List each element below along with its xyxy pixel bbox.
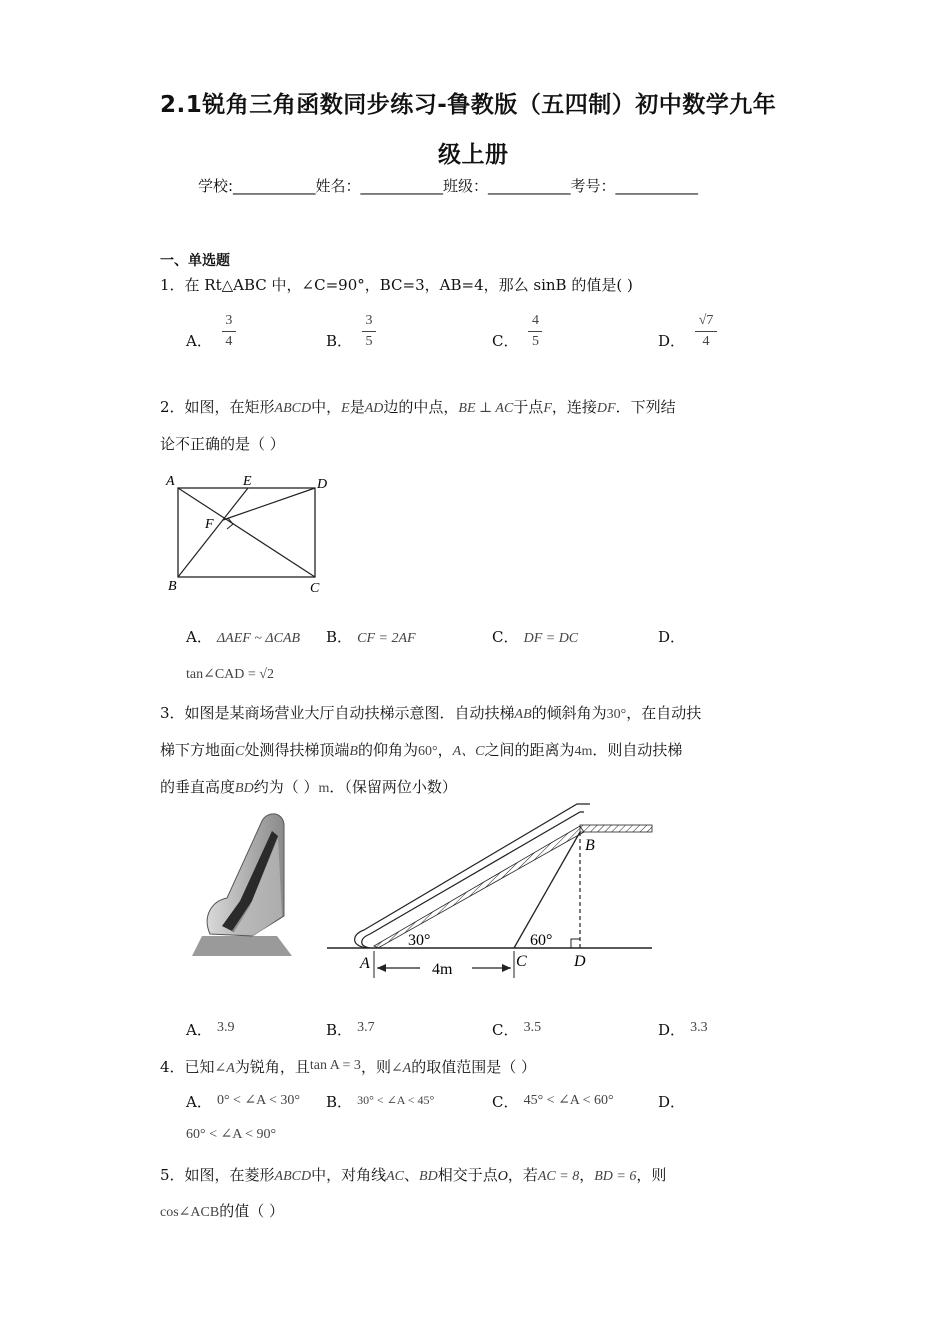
q3-stem-line2: 梯下方地面C处测得扶梯顶端B的仰角为60°，A、C之间的距离为4m．则自动扶梯 xyxy=(160,741,683,759)
q2-option-b[interactable]: B． CF = 2AF xyxy=(326,628,416,646)
option-label: B． xyxy=(326,332,353,350)
q3-option-a[interactable]: A． 3.9 xyxy=(186,1020,235,1039)
fraction: $\frac{√7}{4}$ xyxy=(695,313,717,350)
q3-option-b[interactable]: B． 3.7 xyxy=(326,1020,375,1039)
point-label-a: A xyxy=(360,955,370,972)
q4-option-b[interactable]: B． 30° < ∠A < 45° xyxy=(326,1093,435,1111)
section-heading: 一、单选题 xyxy=(160,253,230,269)
escalator-photo xyxy=(192,806,292,956)
point-label-d: D xyxy=(317,477,328,492)
point-label-b: B xyxy=(168,579,177,594)
page-title-line2: 级上册 xyxy=(438,142,509,168)
angle-60-label: 60° xyxy=(530,932,553,949)
q1-option-c[interactable] xyxy=(492,312,542,351)
q4-option-a[interactable]: A． 0° < ∠A < 30° xyxy=(186,1093,300,1111)
point-label-b: B xyxy=(585,837,595,854)
q3-escalator-figure xyxy=(322,796,662,981)
point-label-f: F xyxy=(205,517,214,532)
q4-option-d-label[interactable]: D． xyxy=(658,1093,686,1111)
point-label-c: C xyxy=(310,581,320,596)
fraction: $\frac{4}{5}$ xyxy=(528,313,542,350)
page-title-line1: 2.1锐角三角函数同步练习-鲁教版（五四制）初中数学九年 xyxy=(160,92,777,118)
q3-option-d[interactable]: D． 3.3 xyxy=(658,1020,708,1039)
q5-stem-line1: 5．如图，在菱形ABCD中，对角线AC、BD相交于点O，若AC = 8，BD = 6，则 xyxy=(160,1166,667,1184)
q2-option-a[interactable]: A． ΔAEF ~ ΔCAB xyxy=(186,628,301,646)
fraction: $\frac{3}{4}$ xyxy=(222,313,236,350)
q2-option-c[interactable]: C． DF = DC xyxy=(492,628,579,646)
q4-option-d-math: 60° < ∠A < 90° xyxy=(186,1127,277,1142)
angle-30-label: 30° xyxy=(408,932,431,949)
q2-option-d-label[interactable]: D． xyxy=(658,628,686,646)
q3-option-c[interactable]: C． 3.5 xyxy=(492,1020,542,1039)
student-info-line: 学校:___________姓名：___________班级：___________考号：___________ xyxy=(198,177,699,195)
q3-stem-line3: 的垂直高度BD约为（ ）m．（保留两位小数） xyxy=(160,778,457,796)
point-label-d: D xyxy=(574,953,586,970)
point-label-a: A xyxy=(166,474,175,489)
q4-stem: 4．已知∠A为锐角，且tan A = 3，则∠A的取值范围是（ ） xyxy=(160,1058,537,1076)
q2-stem-line1: 2．如图，在矩形ABCD中，E是AD边的中点，BE ⊥ AC于点F，连接DF．下列结 xyxy=(160,398,676,416)
q4-option-c[interactable]: C． 45° < ∠A < 60° xyxy=(492,1093,614,1111)
q1-option-d[interactable] xyxy=(658,312,717,351)
option-label: C． xyxy=(492,332,519,350)
option-label: A． xyxy=(186,332,212,350)
q1-option-a[interactable] xyxy=(186,312,236,351)
q5-stem-line2: cos∠ACB的值（ ） xyxy=(160,1202,284,1220)
distance-label: 4m xyxy=(432,961,453,978)
q1-stem: 1．在 Rt△ABC 中，∠C=90°，BC=3，AB=4，那么 sinB 的值是( ) xyxy=(160,276,633,294)
fraction: $\frac{3}{5}$ xyxy=(362,313,376,350)
point-label-c: C xyxy=(516,953,527,970)
q3-stem-line1: 3．如图是某商场营业大厅自动扶梯示意图．自动扶梯AB的倾斜角为30°，在自动扶 xyxy=(160,704,702,722)
option-label: D． xyxy=(658,332,686,350)
q2-option-d-math: tan∠CAD = √2 xyxy=(186,667,274,682)
point-label-e: E xyxy=(243,474,252,489)
q2-stem-line2: 论不正确的是（ ） xyxy=(160,435,285,453)
q1-option-b[interactable] xyxy=(326,312,376,351)
q2-rectangle-figure xyxy=(160,468,340,598)
